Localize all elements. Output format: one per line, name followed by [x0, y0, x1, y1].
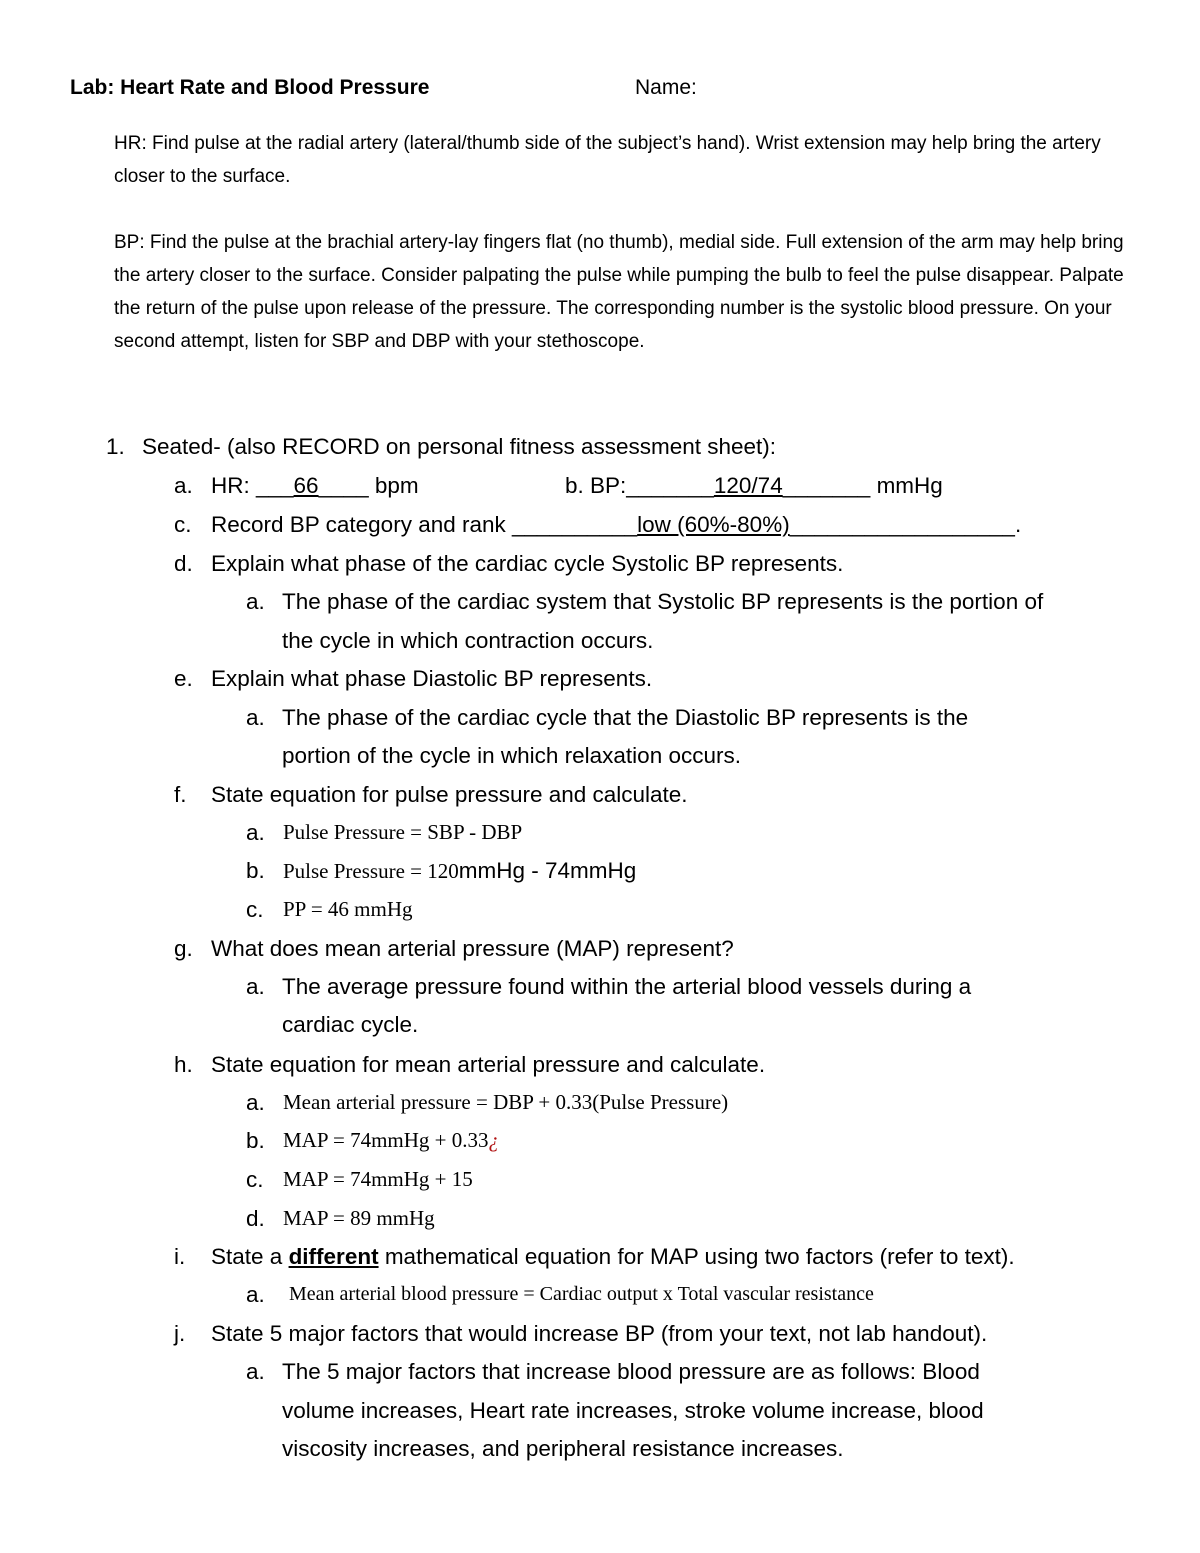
hr-label: HR: ___ — [211, 473, 294, 498]
item-marker: g. — [174, 936, 193, 961]
item-marker: i. — [174, 1244, 186, 1269]
answer-j-line3: viscosity increases, and peripheral resistance increases. — [282, 1436, 844, 1461]
subitem-marker: a. — [246, 1090, 265, 1115]
answer-e-line1: The phase of the cardiac cycle that the Diastolic BP represents is the — [282, 705, 969, 730]
bp-value: 120/74 — [713, 473, 783, 498]
subitem-marker: d. — [246, 1206, 265, 1231]
subitem-marker: b. — [246, 858, 265, 883]
pp-sub-part2: mmHg - 74mmHg — [458, 858, 637, 883]
bp-category-line — [211, 512, 1021, 538]
subitem-marker: a. — [246, 1282, 265, 1307]
answer-d-line1: The phase of the cardiac system that Systolic BP represents is the portion of — [282, 589, 1044, 614]
pulse-pressure-substitution — [283, 858, 636, 884]
page-title: Lab: Heart Rate and Blood Pressure — [70, 76, 430, 99]
question-i-pre: State a — [211, 1244, 289, 1269]
item-marker: h. — [174, 1052, 193, 1077]
subitem-marker: a. — [246, 1359, 265, 1384]
hr-answer-line — [211, 473, 419, 499]
question-i-post: mathematical equation for MAP using two factors (refer to text). — [378, 1244, 1015, 1269]
question-j: State 5 major factors that would increase BP (from your text, not lab handout). — [211, 1321, 988, 1346]
pulse-pressure-result: PP = 46 mmHg — [283, 897, 413, 921]
map-alt-equation: Mean arterial blood pressure = Cardiac output x Total vascular resistance — [289, 1283, 874, 1305]
answer-g-line1: The average pressure found within the arterial blood vessels during a — [282, 974, 972, 999]
answer-j-line2: volume increases, Heart rate increases, stroke volume increase, blood — [282, 1398, 984, 1423]
question-f: State equation for pulse pressure and calculate. — [211, 782, 688, 807]
pp-sub-part1: Pulse Pressure = 120 — [283, 859, 459, 883]
bp-category-label: Record BP category and rank __________ — [211, 512, 638, 537]
broken-glyph: ¿ — [488, 1128, 500, 1152]
bp-category-tail: __________________. — [789, 512, 1022, 537]
hr-value: 66 — [293, 473, 319, 498]
map-equation: Mean arterial pressure = DBP + 0.33(Pulse Pressure) — [283, 1090, 729, 1114]
hr-instructions: HR: Find pulse at the radial artery (lateral/thumb side of the subject’s hand). Wrist extension may help bring the artery closer to the surface. — [114, 133, 1101, 187]
question-number: 1. — [106, 434, 125, 459]
question-g: What does mean arterial pressure (MAP) represent? — [211, 936, 734, 961]
question-d: Explain what phase of the cardiac cycle Systolic BP represents. — [211, 551, 844, 576]
item-marker: d. — [174, 551, 193, 576]
subitem-marker: a. — [246, 820, 265, 845]
name-label: Name: — [635, 76, 697, 99]
hr-tail: ____ bpm — [318, 473, 419, 498]
item-marker: j. — [174, 1321, 186, 1346]
subitem-marker: a. — [246, 705, 265, 730]
item-marker: e. — [174, 666, 193, 691]
item-marker: a. — [174, 473, 193, 498]
question-i-emphasis: different — [288, 1244, 379, 1269]
subitem-marker: c. — [246, 1167, 264, 1192]
answer-g-line2: cardiac cycle. — [282, 1012, 419, 1037]
bp-answer-line — [565, 473, 943, 499]
subitem-marker: a. — [246, 974, 265, 999]
item-marker: c. — [174, 512, 192, 537]
bp-category-value: low (60%-80%) — [637, 512, 790, 537]
map-result: MAP = 89 mmHg — [283, 1206, 435, 1230]
map-sub-text: MAP = 74mmHg + 0.33 — [283, 1128, 489, 1152]
question-e: Explain what phase Diastolic BP represents. — [211, 666, 653, 691]
bp-label: b. BP:_______ — [565, 473, 714, 498]
map-intermediate: MAP = 74mmHg + 15 — [283, 1167, 473, 1191]
bp-instructions: BP: Find the pulse at the brachial artery-lay fingers flat (no thumb), medial side. Full extension of the arm may help bring the artery closer to the surface. Consider palpating the pulse while pumping the bulb to feel the pulse disappear. Palpate the return of the pulse upon release of the pressure. The corresponding number is the systolic blood pressure. On your second attempt, listen for SBP and DBP with your stethoscope. — [114, 232, 1124, 352]
item-marker: f. — [174, 782, 187, 807]
subitem-marker: a. — [246, 589, 265, 614]
answer-e-line2: portion of the cycle in which relaxation occurs. — [282, 743, 741, 768]
map-substitution — [283, 1128, 499, 1153]
subitem-marker: c. — [246, 897, 264, 922]
bp-tail: _______ mmHg — [782, 473, 943, 498]
subitem-marker: b. — [246, 1128, 265, 1153]
question-text: Seated- (also RECORD on personal fitness assessment sheet): — [142, 434, 777, 459]
question-h: State equation for mean arterial pressure and calculate. — [211, 1052, 766, 1077]
pulse-pressure-equation: Pulse Pressure = SBP - DBP — [283, 820, 523, 844]
answer-d-line2: the cycle in which contraction occurs. — [282, 628, 654, 653]
question-i — [211, 1244, 1015, 1270]
answer-j-line1: The 5 major factors that increase blood pressure are as follows: Blood — [282, 1359, 980, 1384]
